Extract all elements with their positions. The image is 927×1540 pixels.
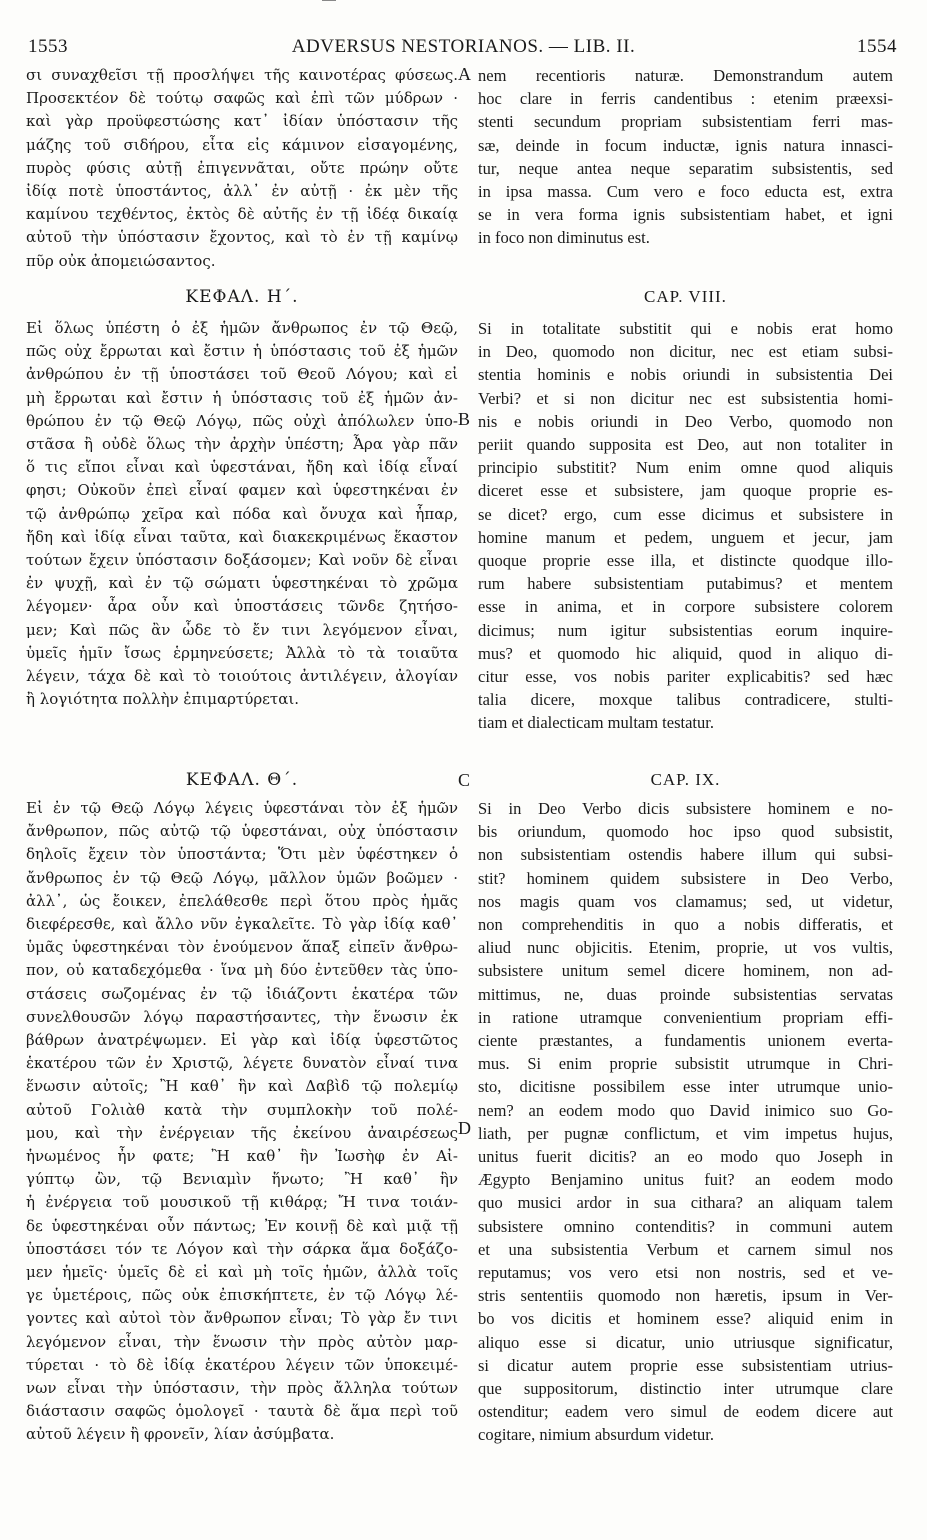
text-line: tur, neque antea neque separatim subsistentis, sed [478,158,893,178]
text-line: διεφέρεσθε, καὶ ἄλλο νῦν ἐγκαλεῖτε. Τὸ γὰρ ἰδίᾳ καθ᾽ [26,915,458,934]
text-line: unitus fuerit dicitis? an eo modo quo Joseph in [478,1147,893,1167]
text-line: subsistere omnino contenditis? in communi autem [478,1216,893,1236]
text-line: cogitare, nimium absurdum videtur. [478,1425,714,1445]
text-line: si dicatur autem proprie esse subsistentiam utrius- [478,1355,893,1375]
text-line: καὶ γὰρ προϋφεστώσης κατ᾽ ἰδίαν ὑπόστασιν τῆς [26,112,458,131]
text-line: μεν; Καὶ πῶς ἂν ὧδε τὸ ἔν τινι λεγόμενον εἶναι, [26,620,458,639]
text-line: periit quando supposita est Deo, aut non totaliter in [478,435,893,455]
text-line: dicimus; num igitur subsistentias eorum inquire- [478,620,893,640]
text-line: νων εἶναι τὴν ὑπόστασιν, τὴν πρὸς ἄλληλα τούτων [26,1379,458,1398]
margin-marker-b: B [458,409,471,429]
text-line: λέγειν, τάχα δὲ καὶ τὸ τοιούτοις ἀντιλέγειν, ἀλογίαν [26,667,458,686]
text-line: se in vera forma ignis subsistentiam habet, et igni [478,205,893,225]
text-line: citur esse, vos nobis pariter explicabitis? sed hæc [478,667,893,687]
text-line: σι συναχθεῖσι τῇ προσλήψει τῆς καινοτέρας φύσεως. [26,66,458,84]
text-line: liath, per pugnæ conflictum, et vim impetus hujus, [478,1123,893,1143]
text-line: principio substitit? Num enim omne quod aliquis [478,458,893,478]
text-line: Ægypto Benjamino unitus fuit? an eodem modo [478,1170,893,1190]
greek-chapter-8-text [26,317,458,711]
text-line: in foco non diminutus est. [478,228,650,248]
text-line: θρώπου ἐν τῷ Θεῷ Λόγῳ, πῶς οὐχὶ ἀπόλωλεν ὑπο- [26,411,458,430]
text-line: non subsistentiam ostendis habere illum qui subsi- [478,845,893,865]
top-mark [322,0,336,1]
text-line: πυρὸς φύσις αὐτῇ ἐπιγεννᾶται, οὔτε πρώην οὔτε [26,158,458,177]
latin-chapter-8-text [478,317,893,735]
text-line: μεν ἡμεῖς· ὑμεῖς δὲ εἰ καὶ μὴ τοῖς ἡμῶν, ἀλλὰ τοῖς [26,1263,458,1282]
text-line: αὐτοῦ Γολιὰθ κατὰ τὴν συμπλοκὴν τοῦ πολέ- [26,1100,458,1119]
text-line: μὴ ἔρρωται καὶ ἔστιν ἡ ὑπόστασις τοῦ ἐξ ἡμῶν ἀν- [26,388,458,407]
text-line: hoc clare in ferris candentibus : etenim præexsi- [478,89,893,109]
text-line: ἐν ψυχῇ, καὶ ἐν τῷ σώματι ὑφεστηκέναι τὸ χρῶμα [26,574,458,593]
latin-chapter-9-heading: CAP. IX. [650,770,721,789]
text-line: γοντες καὶ αὐτοὶ τὸν ἄνθρωπον εἶναι; Τὸ γὰρ ἔν τινι [26,1309,458,1328]
text-line: ἑκατέρου τῶν ἐν Χριστῷ, λέγετε δυνατὸν εἶναί τινα [26,1054,458,1073]
text-line: diceret esse et subsistere, jam quoque proprie es- [478,481,893,501]
margin-marker-c: C [458,770,471,790]
text-line: talia dicere, moxque talibus contradicere, stulti- [478,690,893,710]
page-number-left: 1553 [28,36,68,57]
text-line: καμίνου τεχθέντος, ἐκτὸς δὲ αὐτῆς ἐν τῇ ἰδέᾳ δικαίᾳ [26,205,458,224]
text-line: quo musici ardor in sua cithara? an aliquam talem [478,1193,893,1213]
text-line: stentia hominis e nobis oriundi in subsistentia Dei [478,365,893,385]
text-line: stit? hominem quidem subsistere in Deo Verbo, [478,868,893,888]
greek-chapter-8-heading: ΚΕΦΑΛ. Η΄. [185,287,299,307]
text-line: se dicet? ergo, cum esse dicimus et subsistere in [478,504,893,524]
text-line: ὑμεῖς ἡμῖν ἴσως ἑρμηνεύσετε; Ἀλλὰ τὸ τὰ τοιαῦτα [26,643,458,662]
text-line: γε ὑμετέροις, πῶς οὐκ ἐπισκήπτετε, ἐν τῷ Λόγῳ λέ- [26,1286,458,1305]
text-line: γύπτῳ ὢν, τῷ Βενιαμὶν ἥνωτο; Ἢ καθ᾽ ἣν [26,1170,458,1189]
text-line: συνελθουσῶν λόγῳ παραστήσαντες, τὴν ἕνωσιν ἐκ [26,1007,458,1026]
text-line: Προσεκτέον δὲ τούτῳ σαφῶς καὶ ἐπὶ τῶν μύδρων · [26,89,458,108]
text-line: non comprehenditis in quo a nobis differatis, et [478,915,893,935]
text-line: ἡνωμένος ἦν φατε; Ἢ καθ᾽ ἣν Ἰωσὴφ ἐν Αἰ- [26,1147,458,1166]
text-line: διάστασιν σαφῶς ὁμολογεῖ · ταυτὰ δὲ ἅμα περὶ τοῦ [26,1402,458,1421]
text-line: bo vos dicitis et hominem esse? aliquid enim in [478,1309,893,1329]
text-line: stenti secundum propriam subsistentiam ferri mas- [478,112,893,132]
text-line: aliud nunc objicitis. Etenim, proprie, ut vos vultis, [478,938,893,958]
text-line: ciente præstantes, a fundamentis unionem everta- [478,1031,893,1051]
text-line: Si in totalitate substitit qui e nobis erat homo [478,319,893,338]
text-line: reputamus; vos vero etsi non nostris, sed et ve- [478,1263,893,1283]
greek-chapter-9-text [26,797,458,1447]
text-line: bis oriundum, quomodo hoc ipso quod subsistit, [478,822,893,842]
text-line: ἢ λογιότητα πολλὴν ἐπιμαρτύρεται. [26,690,299,709]
text-line: ὑμᾶς ὑφεστηκέναι τὸν ἑνούμενον ἅπαξ εἰπεῖν ἄνθρω- [26,938,458,957]
text-line: Εἰ ἐν τῷ Θεῷ Λόγῳ λέγεις ὑφεστάναι τὸν ἐξ ἡμῶν [26,799,458,817]
text-line: τούτων ἔχειν ὑπόστασιν δοξάσομεν; Καὶ νοῦν δὲ εἶναι [26,551,458,570]
text-line: πῶς οὐχ ἔρρωται καὶ ἔστιν ἡ ὑπόστασις τοῦ ἐξ ἡμῶν [26,342,458,361]
text-line: aliquo esse si dicatur, unio utriusque significatur, [478,1332,893,1352]
margin-marker-d: D [458,1118,471,1138]
text-line: ἄνθρωπος ἐν τῷ Θεῷ Λόγῳ, μᾶλλον ὑμῶν βοῶμεν · [26,868,458,887]
text-line: esse in anima, et in corpore subsistere colorem [478,597,893,617]
latin-chapter-9-text [478,797,893,1447]
text-line: in ipsa massa. Cum vero e foco educta est, extra [478,182,893,202]
text-line: Si in Deo Verbo dicis subsistere hominem e no- [478,799,893,818]
text-line: τύρεται · τὸ δὲ ἰδίᾳ ἑκατέρου λέγειν τῶν ὑποκειμέ- [26,1355,458,1374]
text-line: rum habere subsistentiam putabimus? et mentem [478,574,893,594]
text-line: πῦρ οὐκ ἀπομειώσαντος. [26,251,216,270]
text-line: στᾶσα ἢ οὐδὲ ὅλως τὴν ἀρχὴν ὑπέστη; Ἆρα γὰρ πᾶν [26,435,458,454]
greek-chapter-9-heading: ΚΕΦΑΛ. Θ΄. [185,770,299,790]
text-line: αὐτοῦ τὴν ὑπόστασιν ἔχοντος, καὶ τὸ ἐν τῇ καμίνῳ [26,228,458,247]
text-line: ἰδίᾳ ποτὲ ὑποστάντος, ἀλλ᾽ ἐν αὐτῇ · ἐκ μὲν τῆς [26,182,458,201]
text-line: et una subsistentia Verbum et carnem simul nos [478,1239,893,1259]
text-line: ostenditur; eadem vero simul de eodem dicere aut [478,1402,893,1422]
margin-marker-a: A [458,64,471,84]
text-line: ἕνωσιν αὐτοῖς; Ἢ καθ᾽ ἣν καὶ Δαβὶδ τῷ πολεμίῳ [26,1077,458,1096]
running-title: ADVERSUS NESTORIANOS. — LIB. II. [291,36,636,57]
text-line: nem recentioris naturæ. Demonstrandum autem [478,66,893,85]
text-line: δηλοῖς ἔχειν τὸν ὑποστάντα; Ὅτι μὲν ὑφέστηκεν ὁ [26,845,458,864]
text-line: ἀνθρώπου ἐν τῇ ὑποστάσει τοῦ Θεοῦ Λόγου; καὶ εἰ [26,365,458,384]
text-line: λεγόμενον εἶναι, τὴν ἕνωσιν τὴν πρὸς αὐτὸν μαρ- [26,1332,458,1351]
text-line: Verbi? et si non dicitur nec est subsistentia homi- [478,388,893,408]
latin-top-block [478,64,893,250]
text-line: στάσεις σωζομένας ἐν τῷ ἰδιάζοντι ἑκατέρα τῶν [26,984,458,1003]
text-line: ὑποστάσει τόν τε Λόγον καὶ τὴν σάρκα ἅμα δοξάζο- [26,1239,458,1258]
latin-chapter-8-heading: CAP. VIII. [644,287,727,306]
text-line: βάθρων ἀνατρέψωμεν. Εἰ γὰρ καὶ ἰδίᾳ ὑφεστῶτος [26,1031,458,1050]
text-line: μάζης τοῦ σιδήρου, εἶτα εἰς κάμινον εἰσαγομένης, [26,135,458,154]
text-line: sæ, deinde in focum inductæ, ignis natura innasci- [478,135,893,155]
text-line: πον, οὐ καταδεχόμεθα · ἵνα μὴ δύο ἐντεῦθεν τὰς ὑπο- [26,961,458,980]
text-line: τῷ ἀνθρώπῳ χεῖρα καὶ πόδα καὶ ὄνυχα καὶ ἧπαρ, [26,504,458,523]
text-line: μου, καὶ τὴν ἐνέργειαν τῆς ἐκείνου ἀναιρέσεως [26,1123,458,1142]
text-line: ὅ τις εἴποι εἶναι καὶ ὑφεστάναι, ἤδη καὶ ἰδίᾳ εἶναί [26,458,458,477]
page-number-right: 1554 [857,36,897,57]
text-line: in ratione utramque convenientium propriam effi- [478,1007,893,1027]
text-line: φησι; Οὐκοῦν ἐπεὶ εἶναί φαμεν καὶ ὑφεστηκέναι ἐν [26,481,458,500]
text-line: tiam et dialecticam multam testatur. [478,713,714,733]
text-line: mus. Si enim proprie subsistit utrumque in Chri- [478,1054,893,1074]
text-line: subsistere unitum semel dicere hominem, non ad- [478,961,893,981]
text-line: αὐτοῦ λέγειν ἢ φρονεῖν, λίαν ἀσύμβατα. [26,1425,335,1444]
text-line: ἡ ἐνέργεια τοῦ μουσικοῦ τῇ κιθάρᾳ; Ἤ τινα τοιάν- [26,1193,458,1212]
text-line: stris sententiis quomodo non hæretis, ipsum in Ver- [478,1286,893,1306]
text-line: mus? et quomodo hic aliquid, quod in aliquo di- [478,643,893,663]
text-line: mittimus, ne, duas proinde subsistentias servatas [478,984,893,1004]
text-line: ἀλλ᾽, ὡς ἔοικεν, ἐπελάθεσθε περὶ ὅτου πρὸς ἡμᾶς [26,891,458,910]
text-line: in Deo, quomodo non dicitur, nec est etiam subsi- [478,342,893,362]
text-line: Εἰ ὅλως ὑπέστη ὁ ἐξ ἡμῶν ἄνθρωπος ἐν τῷ Θεῷ, [26,319,458,337]
text-line: quoque proprie esse illa, et distincte quodque illo- [478,551,893,571]
text-line: ἄνθρωπον, πῶς αὐτῷ τῷ ὑφεστάναι, οὐχ ὑπόστασιν [26,822,458,841]
greek-top-block [26,64,458,273]
text-line: ἤδη καὶ ἰδίᾳ εἶναι ταῦτα, καὶ διακεκριμένως ἕκαστον [26,527,458,546]
text-line: que suppositorum, distinctio inter utrumque clare [478,1379,893,1399]
text-line: δε ὑφεστηκέναι οὖν πάντως; Ἐν κοινῇ δὲ καὶ μιᾷ τῇ [26,1216,458,1235]
text-line: homine manum et pedem, unguem et jecur, jam [478,527,893,547]
text-line: nos magis quam vos clamamus; sed, ut videtur, [478,891,893,911]
text-line: nem? an eodem modo quo David inimico suo Go- [478,1100,893,1120]
text-line: nis e nobis oriundi in Deo Verbo, quomodo non [478,411,893,431]
text-line: sto, dicitisne possibilem esse inter utrumque unio- [478,1077,893,1097]
text-line: λέγομεν· ἆρα οὖν καὶ ὑποστάσεις τῶνδε ζητήσο- [26,597,458,616]
